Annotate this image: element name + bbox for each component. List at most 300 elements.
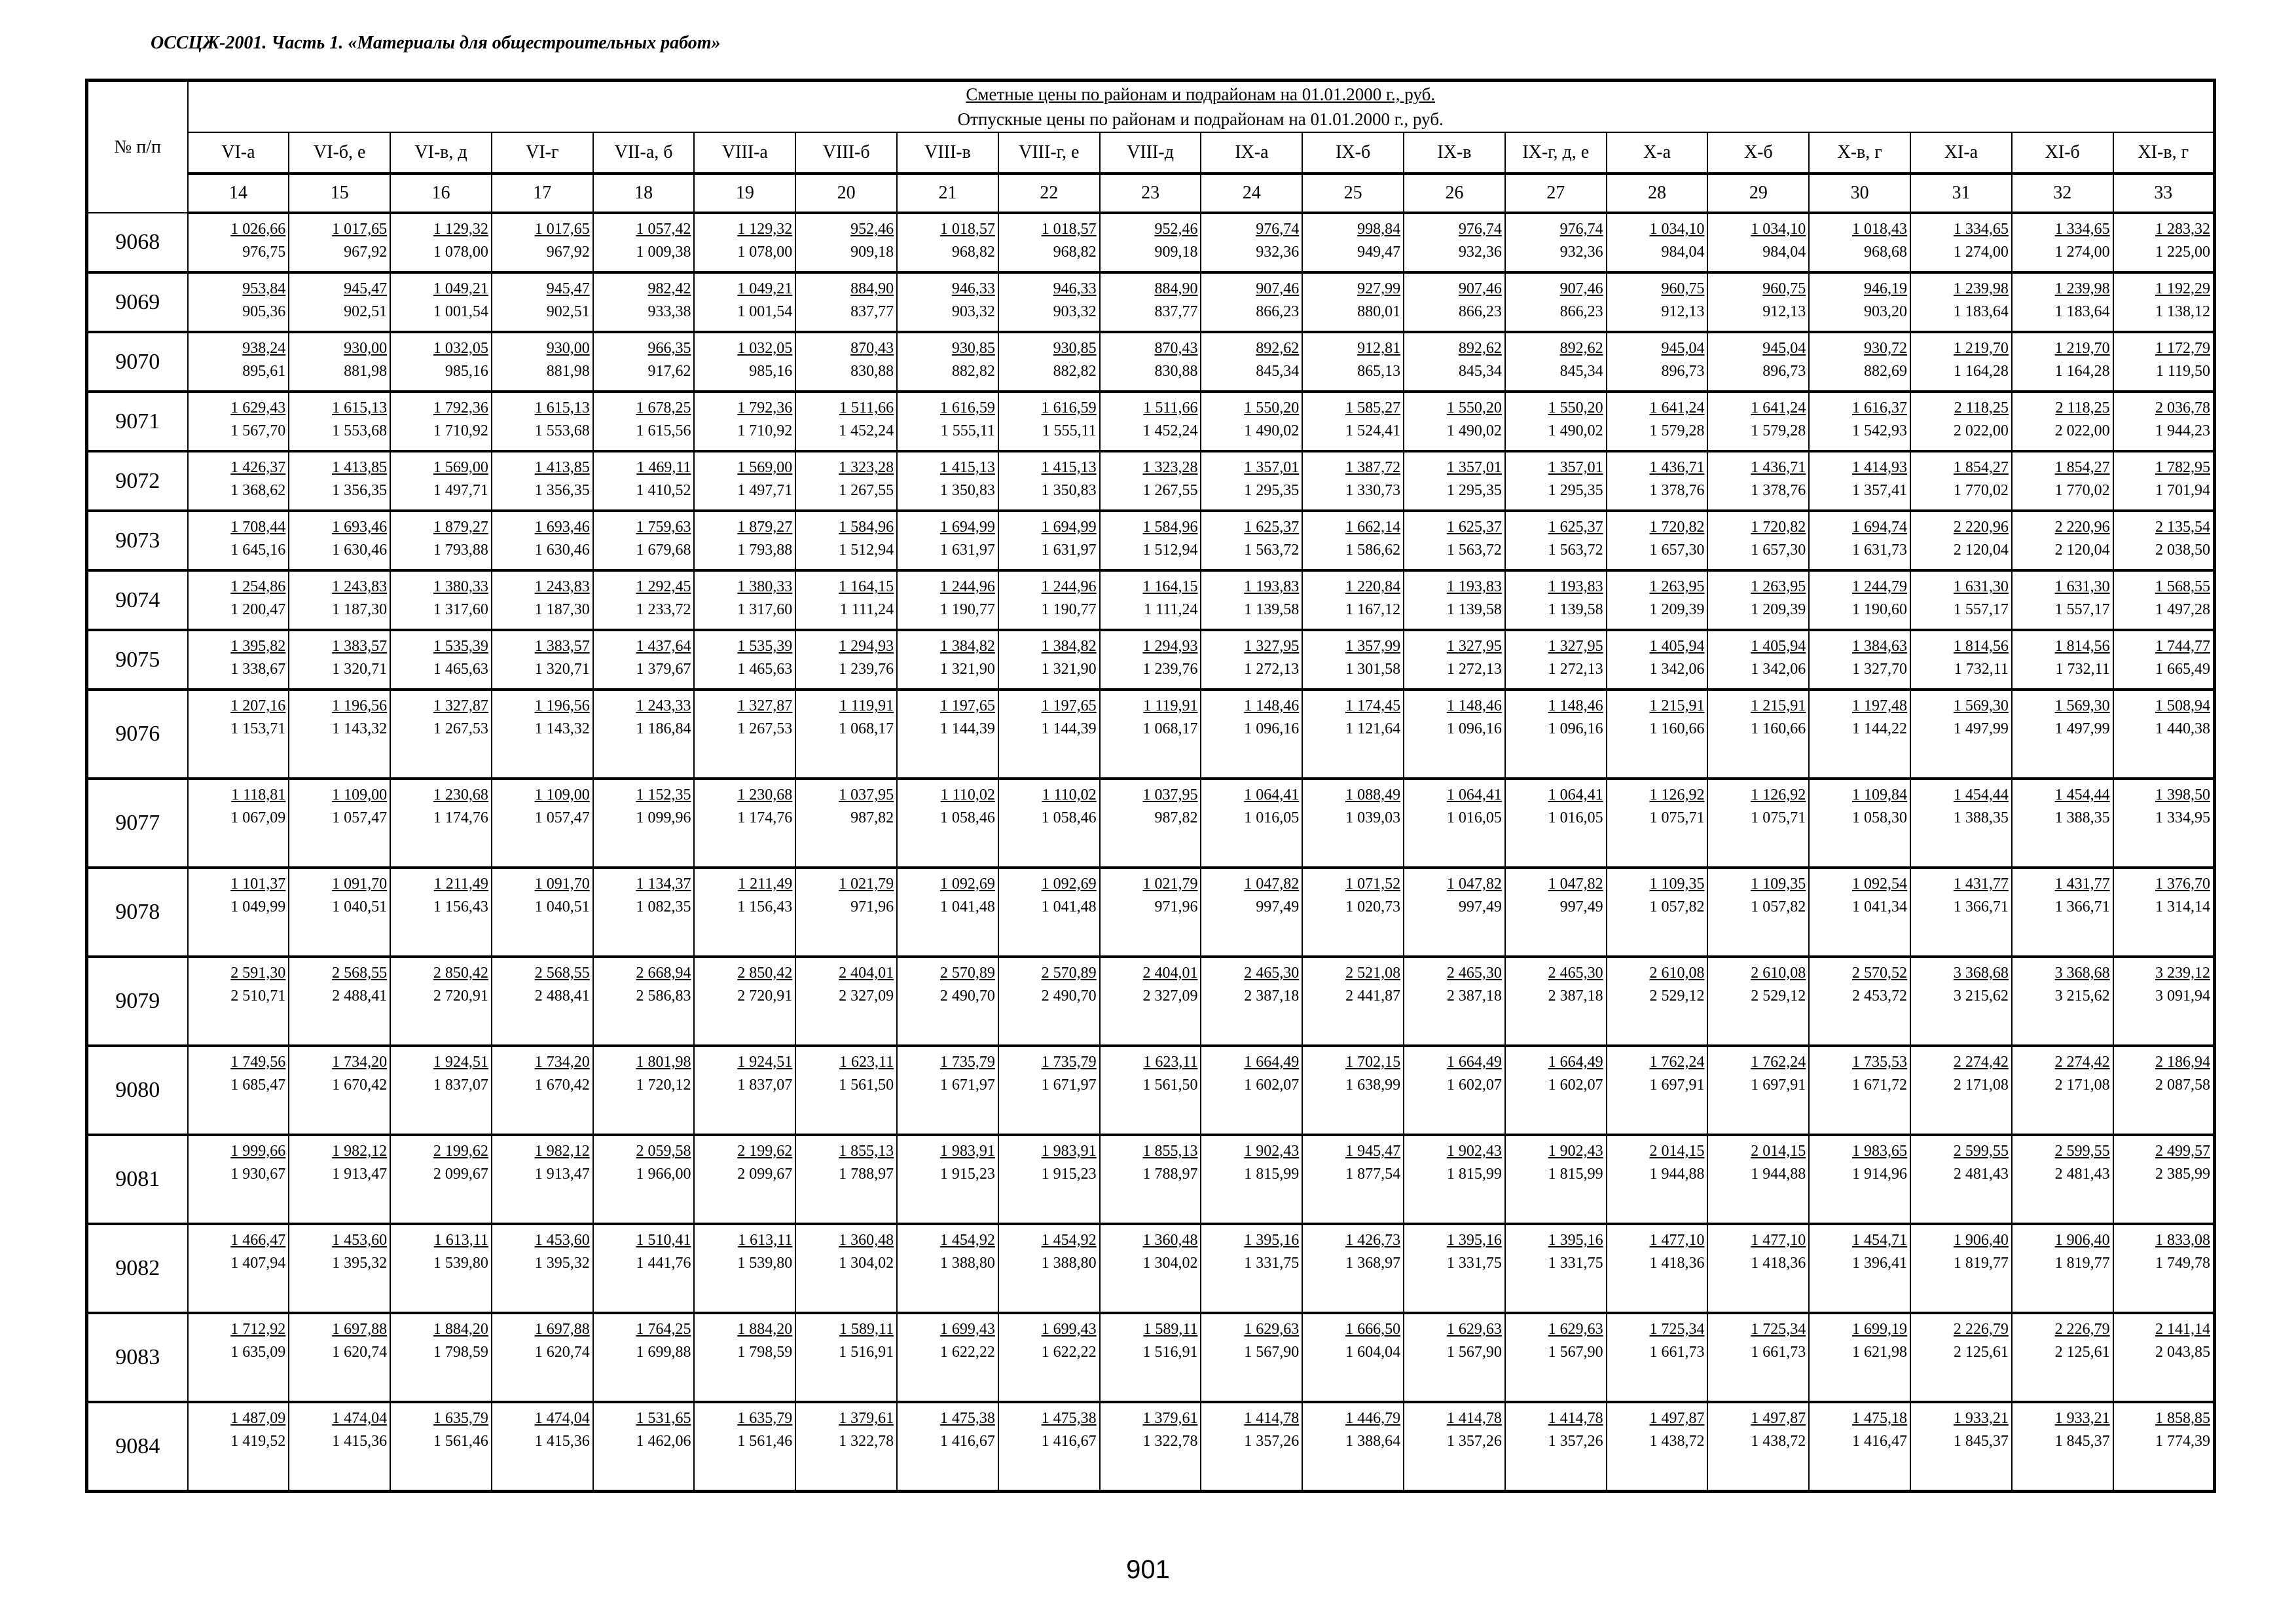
estimate-price: 870,43 [850, 340, 894, 357]
price-cell [694, 1402, 795, 1491]
estimate-price: 1 550,20 [1446, 399, 1502, 416]
release-price: 1 342,06 [1751, 661, 1806, 678]
estimate-price: 1 662,14 [1345, 519, 1401, 536]
price-cell [694, 779, 795, 868]
release-price: 1 200,47 [230, 601, 286, 618]
price-cell [1607, 511, 1708, 570]
table-row [87, 957, 2215, 1046]
price-cell [1100, 332, 1201, 392]
estimate-price: 1 254,86 [230, 578, 286, 595]
price-cell [1809, 957, 1910, 1046]
estimate-price: 1 693,46 [534, 519, 590, 536]
release-price: 1 040,51 [534, 898, 590, 915]
estimate-price: 1 631,30 [2054, 578, 2110, 595]
price-cell [1505, 1135, 1607, 1224]
table-row [87, 332, 2215, 392]
estimate-price: 1 734,20 [534, 1054, 590, 1071]
release-price: 1 462,06 [636, 1433, 691, 1450]
release-price: 997,49 [1256, 898, 1300, 915]
estimate-price: 1 983,91 [1041, 1143, 1097, 1160]
estimate-price: 1 026,66 [230, 221, 286, 238]
estimate-price: 1 405,94 [1751, 638, 1806, 655]
estimate-price: 1 384,82 [1041, 638, 1097, 655]
estimate-price: 1 034,10 [1751, 221, 1806, 238]
release-price: 1 553,68 [534, 422, 590, 439]
price-cell [1404, 690, 1505, 779]
price-cell [1910, 1313, 2012, 1402]
release-price: 2 327,09 [1142, 987, 1198, 1005]
estimate-price: 1 697,88 [534, 1321, 590, 1338]
estimate-price: 1 884,20 [433, 1321, 488, 1338]
release-price: 1 561,46 [737, 1433, 793, 1450]
estimate-price: 1 437,64 [636, 638, 691, 655]
table-row [87, 1224, 2215, 1313]
estimate-price: 1 384,63 [1852, 638, 1908, 655]
release-price: 1 138,12 [2155, 303, 2210, 320]
release-price: 1 225,00 [2155, 244, 2210, 261]
estimate-price: 1 641,24 [1751, 399, 1806, 416]
column-number: 16 [390, 174, 492, 213]
release-price: 1 679,68 [636, 542, 691, 559]
estimate-price: 1 584,96 [1142, 519, 1198, 536]
estimate-price: 1 879,27 [433, 519, 488, 536]
release-price: 1 139,58 [1446, 601, 1502, 618]
price-cell [289, 868, 390, 957]
estimate-price: 2 118,25 [1954, 399, 2009, 416]
column-number: 26 [1404, 174, 1505, 213]
estimate-price: 1 092,69 [939, 876, 995, 893]
price-cell [390, 1224, 492, 1313]
release-price: 1 139,58 [1244, 601, 1300, 618]
price-cell [1100, 1224, 1201, 1313]
release-price: 1 314,14 [2155, 898, 2210, 915]
estimate-price: 1 415,13 [1041, 459, 1097, 476]
release-price: 1 793,88 [737, 542, 793, 559]
estimate-price: 1 018,43 [1852, 221, 1908, 238]
release-price: 967,92 [546, 244, 590, 261]
estimate-price: 1 263,95 [1649, 578, 1705, 595]
estimate-price: 2 135,54 [2155, 519, 2210, 536]
price-cell [1404, 630, 1505, 690]
release-price: 880,01 [1357, 303, 1401, 320]
release-price: 1 497,28 [2155, 601, 2210, 618]
price-cell [897, 690, 998, 779]
release-price: 1 057,82 [1751, 898, 1806, 915]
estimate-price: 1 702,15 [1345, 1054, 1401, 1071]
estimate-price: 1 615,13 [332, 399, 388, 416]
estimate-price: 953,84 [242, 280, 286, 297]
estimate-price: 1 017,65 [534, 221, 590, 238]
release-price: 1 160,66 [1649, 720, 1705, 737]
release-price: 1 877,54 [1345, 1166, 1401, 1183]
release-price: 1 567,90 [1548, 1344, 1603, 1361]
price-cell [2113, 868, 2215, 957]
release-price: 1 815,99 [1548, 1166, 1603, 1183]
price-cell [289, 392, 390, 451]
estimate-price: 1 666,50 [1345, 1321, 1401, 1338]
price-cell [694, 1135, 795, 1224]
estimate-price: 1 999,66 [230, 1143, 286, 1160]
estimate-price: 1 243,83 [534, 578, 590, 595]
price-cell [1505, 1313, 1607, 1402]
price-cell [289, 511, 390, 570]
release-price: 1 338,67 [230, 661, 286, 678]
estimate-price: 976,74 [1458, 221, 1502, 238]
estimate-price: 1 064,41 [1548, 786, 1603, 803]
release-price: 1 378,76 [1751, 482, 1806, 499]
district-header: X-в, г [1809, 132, 1910, 174]
price-cell [1910, 451, 2012, 511]
price-cell [593, 392, 695, 451]
estimate-price: 945,04 [1762, 340, 1806, 357]
estimate-price: 1 569,30 [1953, 697, 2009, 714]
estimate-price: 1 263,95 [1751, 578, 1806, 595]
price-cell [1607, 392, 1708, 451]
row-number: 9084 [87, 1402, 188, 1491]
price-cell [1505, 1224, 1607, 1313]
release-price: 2 510,71 [230, 987, 286, 1005]
price-cell [1201, 213, 1302, 272]
price-cell [289, 272, 390, 332]
release-price: 1 156,43 [737, 898, 793, 915]
estimate-price: 2 570,89 [939, 965, 995, 982]
estimate-price: 1 334,65 [2054, 221, 2110, 238]
release-price: 1 845,37 [1953, 1433, 2009, 1450]
estimate-price: 1 623,11 [1143, 1054, 1198, 1071]
price-cell [1201, 511, 1302, 570]
price-cell [795, 868, 897, 957]
table-row [87, 451, 2215, 511]
price-cell [998, 332, 1100, 392]
estimate-price: 1 983,65 [1852, 1143, 1908, 1160]
estimate-price: 2 850,42 [737, 965, 793, 982]
price-cell [2012, 511, 2113, 570]
release-price: 3 215,62 [2054, 987, 2110, 1005]
release-price: 1 418,36 [1649, 1255, 1705, 1272]
price-cell [390, 511, 492, 570]
release-price: 1 388,80 [1041, 1255, 1097, 1272]
price-cell [897, 957, 998, 1046]
price-cell [1302, 1224, 1404, 1313]
price-cell [1809, 630, 1910, 690]
price-cell [897, 332, 998, 392]
price-cell [998, 511, 1100, 570]
estimate-price: 1 395,82 [230, 638, 286, 655]
release-price: 1 563,72 [1244, 542, 1300, 559]
release-price: 1 378,76 [1649, 482, 1705, 499]
estimate-price: 1 119,91 [1143, 697, 1198, 714]
release-price: 1 267,55 [1142, 482, 1198, 499]
price-cell [492, 1135, 593, 1224]
estimate-price: 1 902,43 [1244, 1143, 1300, 1160]
price-cell [998, 868, 1100, 957]
estimate-price: 2 568,55 [332, 965, 388, 982]
district-header: IX-в [1404, 132, 1505, 174]
release-price: 1 295,35 [1244, 482, 1300, 499]
estimate-price: 1 635,79 [737, 1410, 793, 1427]
estimate-price: 1 064,41 [1244, 786, 1300, 803]
release-price: 1 557,17 [2054, 601, 2110, 618]
estimate-price: 1 469,11 [636, 459, 691, 476]
district-header: VIII-в [897, 132, 998, 174]
release-price: 1 144,39 [939, 720, 995, 737]
release-price: 1 183,64 [1953, 303, 2009, 320]
estimate-price: 1 902,43 [1446, 1143, 1502, 1160]
release-price: 1 631,73 [1852, 542, 1908, 559]
release-price: 1 720,12 [636, 1077, 691, 1094]
estimate-price: 1 064,41 [1446, 786, 1502, 803]
estimate-price: 1 239,98 [2054, 280, 2110, 297]
price-cell [795, 690, 897, 779]
price-cell [2113, 957, 2215, 1046]
release-price: 903,32 [1053, 303, 1097, 320]
row-number: 9069 [87, 272, 188, 332]
release-price: 1 914,96 [1852, 1166, 1908, 1183]
estimate-price: 3 368,68 [1953, 965, 2009, 982]
estimate-price: 946,19 [1864, 280, 1908, 297]
release-price: 1 657,30 [1649, 542, 1705, 559]
release-price: 1 041,48 [1041, 898, 1097, 915]
price-cell [1910, 1135, 2012, 1224]
release-price: 1 630,46 [332, 542, 388, 559]
estimate-price: 1 197,65 [1041, 697, 1097, 714]
release-price: 985,16 [749, 363, 793, 380]
price-cell [2012, 1224, 2113, 1313]
price-cell [593, 1402, 695, 1491]
estimate-price: 1 725,34 [1649, 1321, 1705, 1338]
release-price: 1 512,94 [839, 542, 894, 559]
release-price: 1 819,77 [1953, 1255, 2009, 1272]
estimate-price: 1 613,11 [433, 1232, 488, 1249]
estimate-price: 1 193,83 [1244, 578, 1300, 595]
price-cell [795, 1313, 897, 1402]
estimate-price: 2 199,62 [433, 1143, 488, 1160]
estimate-price: 1 109,00 [534, 786, 590, 803]
price-cell [2012, 868, 2113, 957]
estimate-price: 2 226,79 [1953, 1321, 2009, 1338]
release-price: 1 418,36 [1751, 1255, 1806, 1272]
estimate-price: 2 599,55 [1953, 1143, 2009, 1160]
release-price: 1 622,22 [1041, 1344, 1097, 1361]
price-cell [1100, 511, 1201, 570]
estimate-price: 1 219,70 [1953, 340, 2009, 357]
price-cell [593, 1046, 695, 1135]
price-cell [593, 332, 695, 392]
price-cell [188, 690, 289, 779]
release-price: 1 040,51 [332, 898, 388, 915]
price-cell [1707, 630, 1809, 690]
release-price: 1 497,99 [2054, 720, 2110, 737]
release-price: 1 710,92 [737, 422, 793, 439]
release-price: 1 630,46 [534, 542, 590, 559]
release-price: 1 749,78 [2155, 1255, 2210, 1272]
price-cell [1404, 213, 1505, 272]
estimate-price: 1 360,48 [1142, 1232, 1198, 1249]
release-price: 987,82 [1154, 809, 1198, 826]
price-cell [1201, 1402, 1302, 1491]
price-cell [2113, 1224, 2215, 1313]
release-price: 1 041,34 [1852, 898, 1908, 915]
price-cell [998, 1402, 1100, 1491]
estimate-price: 1 814,56 [2054, 638, 2110, 655]
estimate-price: 1 584,96 [839, 519, 894, 536]
price-cell [1809, 272, 1910, 332]
release-price: 1 561,50 [839, 1077, 894, 1094]
price-cell [492, 332, 593, 392]
price-cell [1404, 1135, 1505, 1224]
row-number: 9070 [87, 332, 188, 392]
estimate-price: 1 511,66 [1143, 399, 1198, 416]
price-cell [795, 451, 897, 511]
release-price: 1 732,11 [1954, 661, 2009, 678]
release-price: 905,36 [242, 303, 286, 320]
release-price: 1 701,94 [2155, 482, 2210, 499]
column-number-row [87, 174, 2215, 213]
price-cell [390, 630, 492, 690]
estimate-price: 1 814,56 [1953, 638, 2009, 655]
estimate-price: 1 148,46 [1244, 697, 1300, 714]
estimate-price: 1 164,15 [1142, 578, 1198, 595]
price-cell [593, 630, 695, 690]
estimate-price: 1 712,92 [230, 1321, 286, 1338]
release-price: 976,75 [242, 244, 286, 261]
estimate-price: 1 037,95 [839, 786, 894, 803]
price-cell [1505, 779, 1607, 868]
release-price: 1 563,72 [1548, 542, 1603, 559]
release-price: 1 465,63 [433, 661, 488, 678]
price-cell [795, 570, 897, 630]
release-price: 1 143,32 [332, 720, 388, 737]
release-price: 1 631,97 [1041, 542, 1097, 559]
release-price: 2 481,43 [2054, 1166, 2110, 1183]
estimate-price: 2 570,89 [1041, 965, 1097, 982]
table-body [87, 213, 2215, 1491]
estimate-price: 1 497,87 [1751, 1410, 1806, 1427]
price-cell [188, 332, 289, 392]
table-row [87, 1046, 2215, 1135]
release-price: 865,13 [1357, 363, 1401, 380]
release-price: 1 798,59 [737, 1344, 793, 1361]
release-price: 882,69 [1864, 363, 1908, 380]
price-cell [1607, 1402, 1708, 1491]
release-price: 1 620,74 [332, 1344, 388, 1361]
price-cell [897, 272, 998, 332]
price-cell [694, 511, 795, 570]
estimate-price: 1 616,59 [939, 399, 995, 416]
release-price: 866,23 [1256, 303, 1300, 320]
estimate-price: 2 465,30 [1446, 965, 1502, 982]
release-price: 1 396,41 [1852, 1255, 1908, 1272]
price-cell [998, 392, 1100, 451]
price-cell [1404, 1224, 1505, 1313]
release-price: 881,98 [546, 363, 590, 380]
estimate-price: 982,42 [647, 280, 691, 297]
release-price: 984,04 [1762, 244, 1806, 261]
estimate-price: 1 615,13 [534, 399, 590, 416]
estimate-price: 1 855,13 [1142, 1143, 1198, 1160]
row-number: 9068 [87, 213, 188, 272]
price-cell [2113, 332, 2215, 392]
district-header: VIII-д [1100, 132, 1201, 174]
price-cell [492, 1224, 593, 1313]
release-price: 932,36 [1256, 244, 1300, 261]
price-cell [2113, 690, 2215, 779]
price-cell [1707, 392, 1809, 451]
price-cell [1607, 1224, 1708, 1313]
price-cell [1910, 511, 2012, 570]
estimate-price: 1 475,38 [939, 1410, 995, 1427]
estimate-price: 1 431,77 [2054, 876, 2110, 893]
release-price: 1 057,47 [332, 809, 388, 826]
release-price: 845,34 [1458, 363, 1502, 380]
estimate-price: 1 569,00 [737, 459, 793, 476]
release-price: 1 322,78 [1142, 1433, 1198, 1450]
release-price: 1 815,99 [1446, 1166, 1502, 1183]
price-cell [1404, 1046, 1505, 1135]
release-price: 1 670,42 [534, 1077, 590, 1094]
caption-estimate: Сметные цены по районам и подрайонам на 01.01.2000 г., руб. [966, 84, 1436, 104]
district-header: VI-а [188, 132, 289, 174]
price-cell [1505, 451, 1607, 511]
price-cell [188, 1402, 289, 1491]
price-cell [795, 392, 897, 451]
price-cell [1910, 570, 2012, 630]
release-price: 1 657,30 [1751, 542, 1806, 559]
price-cell [593, 957, 695, 1046]
price-cell [1404, 1313, 1505, 1402]
estimate-price: 945,47 [546, 280, 590, 297]
estimate-price: 1 327,95 [1446, 638, 1502, 655]
release-price: 903,20 [1864, 303, 1908, 320]
column-number: 30 [1809, 174, 1910, 213]
estimate-price: 2 274,42 [2054, 1054, 2110, 1071]
release-price: 1 119,50 [2155, 363, 2210, 380]
release-price: 1 187,30 [534, 601, 590, 618]
release-price: 1 274,00 [1953, 244, 2009, 261]
price-cell [2012, 272, 2113, 332]
estimate-price: 945,47 [344, 280, 388, 297]
estimate-price: 930,00 [546, 340, 590, 357]
price-cell [1302, 957, 1404, 1046]
release-price: 882,82 [1053, 363, 1097, 380]
price-cell [1201, 1313, 1302, 1402]
price-cell [1809, 392, 1910, 451]
release-price: 837,77 [1154, 303, 1198, 320]
release-price: 2 441,87 [1345, 987, 1401, 1005]
estimate-price: 912,81 [1357, 340, 1401, 357]
price-cell [694, 630, 795, 690]
estimate-price: 884,90 [1154, 280, 1198, 297]
estimate-price: 907,46 [1559, 280, 1603, 297]
price-cell [188, 272, 289, 332]
price-cell [1201, 451, 1302, 511]
price-cell [492, 213, 593, 272]
estimate-price: 1 474,04 [534, 1410, 590, 1427]
release-price: 1 788,97 [839, 1166, 894, 1183]
estimate-price: 1 109,35 [1751, 876, 1806, 893]
price-cell [1910, 779, 2012, 868]
district-header: XI-в, г [2113, 132, 2215, 174]
district-header: IX-г, д, е [1505, 132, 1607, 174]
release-price: 1 638,99 [1345, 1077, 1401, 1094]
release-price: 1 183,64 [2054, 303, 2110, 320]
district-header: XI-б [2012, 132, 2113, 174]
release-price: 1 563,72 [1446, 542, 1502, 559]
release-price: 1 274,00 [2054, 244, 2110, 261]
release-price: 1 555,11 [1042, 422, 1097, 439]
estimate-price: 2 610,08 [1649, 965, 1705, 982]
row-number: 9076 [87, 690, 188, 779]
